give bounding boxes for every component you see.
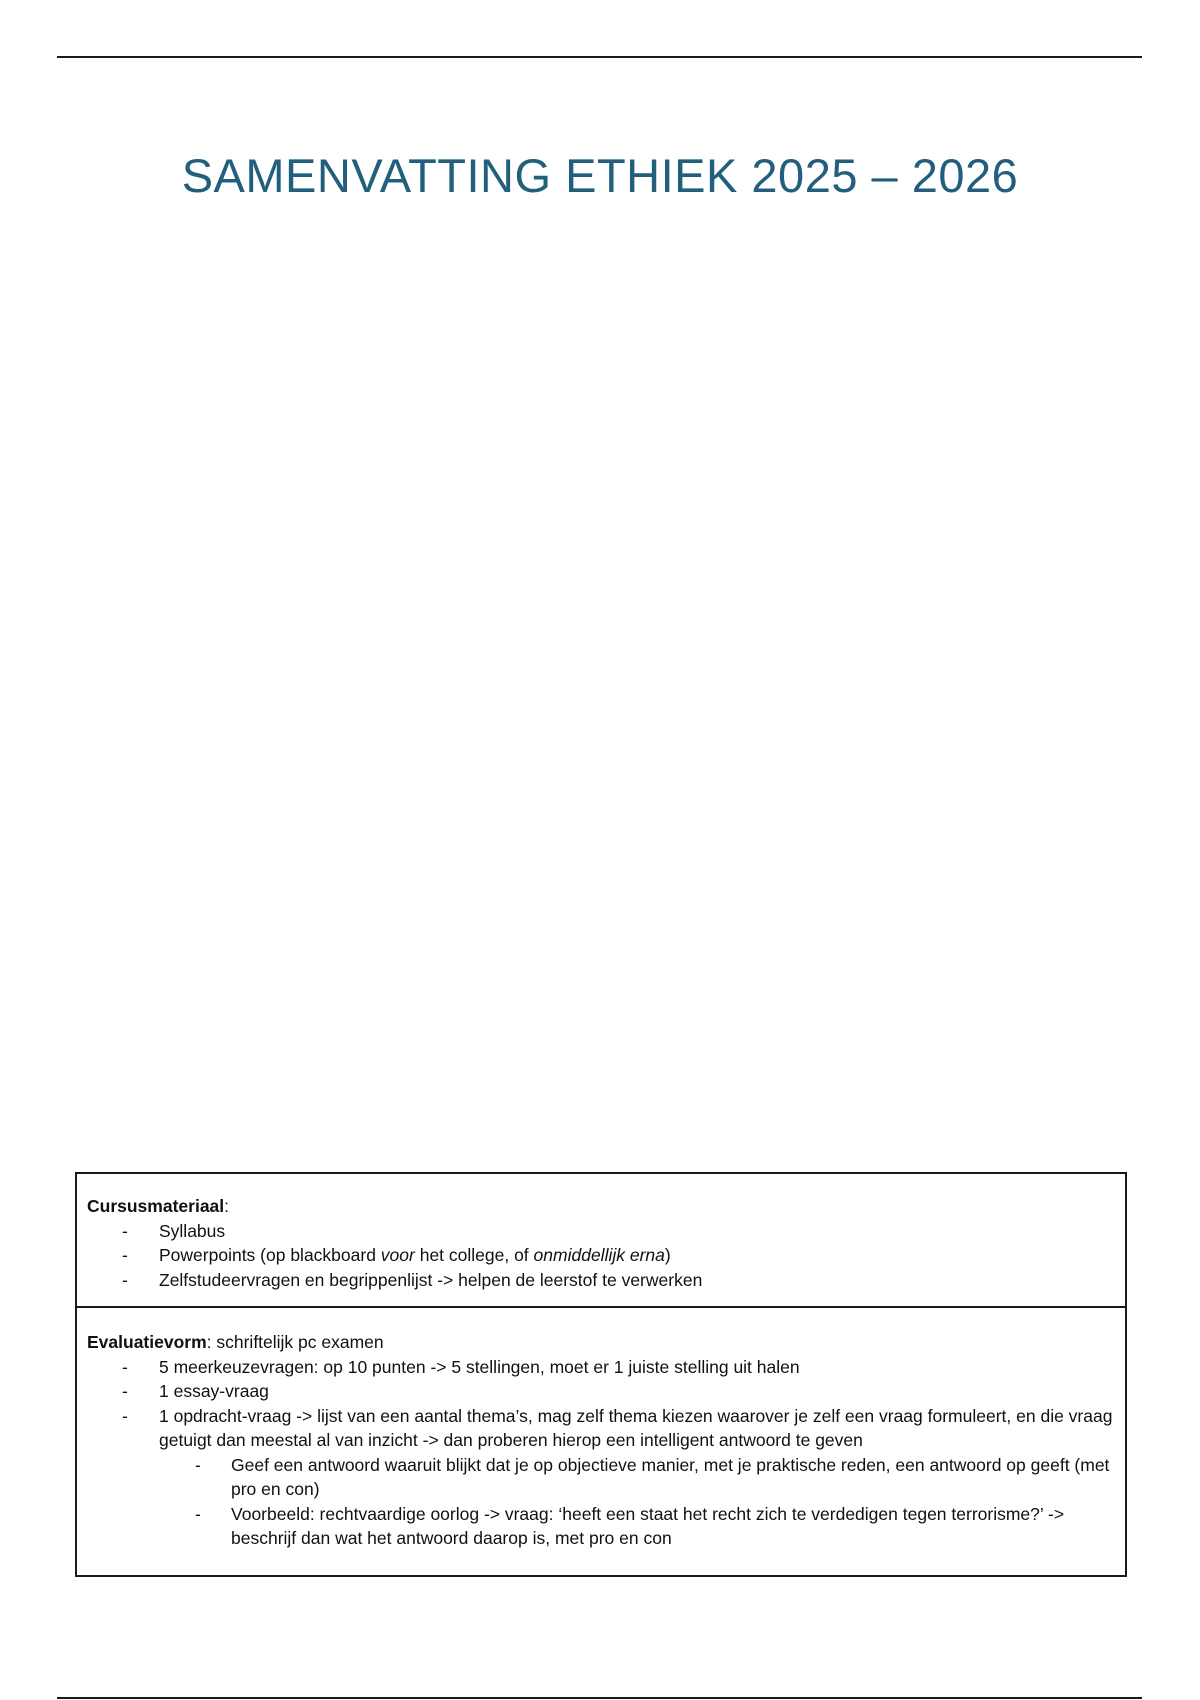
dash-bullet: - bbox=[195, 1454, 201, 1475]
sublist-item-text: Geef een antwoord waaruit blijkt dat je op objectieve manier, met je praktische reden, een antwoord op geeft (met pro en con) bbox=[231, 1454, 1110, 1499]
list-item bbox=[87, 1268, 1113, 1293]
dash-bullet: - bbox=[122, 1381, 128, 1401]
evaluation-section bbox=[77, 1306, 1125, 1575]
text-run: ) bbox=[664, 1245, 671, 1265]
sublist-item-text: Voorbeeld: rechtvaardige oorlog -> vraag: ‘heeft een staat het recht zich te verdedigen tegen terrorisme?’ -> beschrijf dan wat het antwoord daarop is, met pro en con bbox=[231, 1503, 1065, 1548]
emphasis-text: voor bbox=[380, 1245, 415, 1265]
list-item-text: 5 meerkeuzevragen: op 10 punten -> 5 stellingen, moet er 1 juiste stelling uit halen bbox=[159, 1356, 800, 1377]
course-info-box bbox=[75, 1172, 1127, 1577]
text-run: Powerpoints (op blackboard bbox=[159, 1245, 381, 1265]
evaluation-heading-line bbox=[87, 1330, 1113, 1355]
list-item-text: Zelfstudeervragen en begrippenlijst -> helpen de leerstof te verwerken bbox=[159, 1269, 703, 1290]
list-item bbox=[87, 1243, 1113, 1268]
sublist-item bbox=[159, 1502, 1113, 1551]
document-title: SAMENVATTING ETHIEK 2025 – 2026 bbox=[181, 149, 1019, 202]
header-rule bbox=[57, 56, 1142, 58]
text-run: het college, of bbox=[414, 1245, 534, 1265]
list-item bbox=[87, 1355, 1113, 1380]
dash-bullet: - bbox=[122, 1405, 128, 1426]
evaluation-heading: Evaluatievorm bbox=[87, 1332, 207, 1352]
evaluation-heading-suffix: : schriftelijk pc examen bbox=[206, 1332, 384, 1352]
dash-bullet: - bbox=[122, 1245, 128, 1265]
course-material-section bbox=[77, 1174, 1125, 1306]
sublist-item bbox=[159, 1453, 1113, 1502]
dash-bullet: - bbox=[195, 1503, 201, 1524]
evaluation-sublist bbox=[159, 1453, 1113, 1551]
list-item-text bbox=[159, 1245, 671, 1265]
list-item-text: 1 essay-vraag bbox=[159, 1381, 269, 1401]
course-material-heading-line bbox=[87, 1194, 1113, 1219]
list-item bbox=[87, 1404, 1113, 1551]
footer-rule bbox=[57, 1697, 1142, 1699]
course-material-heading-suffix: : bbox=[224, 1196, 230, 1216]
evaluation-list bbox=[87, 1355, 1113, 1551]
list-item-text: Syllabus bbox=[159, 1220, 226, 1241]
dash-bullet: - bbox=[122, 1220, 128, 1241]
list-item bbox=[87, 1219, 1113, 1244]
list-item bbox=[87, 1379, 1113, 1404]
dash-bullet: - bbox=[122, 1269, 128, 1290]
list-item-text: 1 opdracht-vraag -> lijst van een aantal thema’s, mag zelf thema kiezen waarover je zelf een vraag formuleert, en die vraag getuigt dan meestal al van inzicht -> dan proberen hierop een intelligent antwoord te geven bbox=[159, 1405, 1113, 1450]
course-material-heading: Cursusmateriaal bbox=[87, 1196, 225, 1216]
emphasis-text: onmiddellijk erna bbox=[533, 1245, 665, 1265]
course-material-list bbox=[87, 1219, 1113, 1293]
dash-bullet: - bbox=[122, 1356, 128, 1377]
